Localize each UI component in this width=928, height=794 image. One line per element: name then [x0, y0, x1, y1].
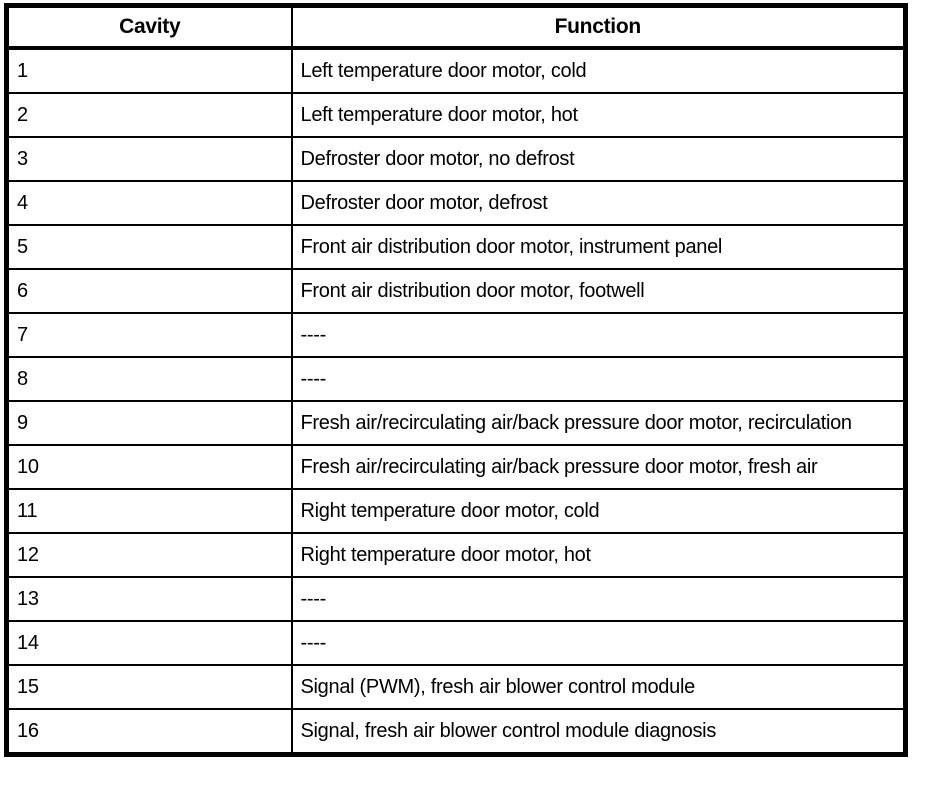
table-body	[7, 48, 906, 755]
function-cell: Front air distribution door motor, footwell	[292, 269, 906, 313]
function-cell: Right temperature door motor, hot	[292, 533, 906, 577]
function-cell: Fresh air/recirculating air/back pressure door motor, recirculation	[292, 401, 906, 445]
cavity-cell: 10	[7, 445, 292, 489]
table-row	[7, 357, 906, 401]
table-row	[7, 621, 906, 665]
function-cell: Signal (PWM), fresh air blower control module	[292, 665, 906, 709]
cavity-cell: 16	[7, 709, 292, 755]
table-row	[7, 533, 906, 577]
function-cell: Fresh air/recirculating air/back pressure door motor, fresh air	[292, 445, 906, 489]
function-cell: Front air distribution door motor, instrument panel	[292, 225, 906, 269]
cavity-cell: 6	[7, 269, 292, 313]
cavity-cell: 7	[7, 313, 292, 357]
table-row	[7, 48, 906, 93]
cavity-function-table	[4, 3, 908, 757]
cavity-cell: 5	[7, 225, 292, 269]
table-row	[7, 137, 906, 181]
function-cell: Defroster door motor, no defrost	[292, 137, 906, 181]
function-cell: Left temperature door motor, cold	[292, 48, 906, 93]
table-row	[7, 401, 906, 445]
cavity-cell: 3	[7, 137, 292, 181]
header-row	[7, 6, 906, 49]
cavity-cell: 12	[7, 533, 292, 577]
cavity-cell: 13	[7, 577, 292, 621]
function-cell: Right temperature door motor, cold	[292, 489, 906, 533]
function-cell: ----	[292, 313, 906, 357]
function-cell: Signal, fresh air blower control module diagnosis	[292, 709, 906, 755]
cavity-cell: 9	[7, 401, 292, 445]
cavity-cell: 4	[7, 181, 292, 225]
function-cell: ----	[292, 621, 906, 665]
table-row	[7, 489, 906, 533]
table-row	[7, 709, 906, 755]
table-row	[7, 93, 906, 137]
function-cell: ----	[292, 357, 906, 401]
table-row	[7, 313, 906, 357]
table-row	[7, 445, 906, 489]
cavity-cell: 11	[7, 489, 292, 533]
table-row	[7, 269, 906, 313]
cavity-cell: 2	[7, 93, 292, 137]
cavity-cell: 14	[7, 621, 292, 665]
column-header-function: Function	[292, 6, 906, 49]
cavity-cell: 8	[7, 357, 292, 401]
cavity-cell: 15	[7, 665, 292, 709]
table-row	[7, 225, 906, 269]
table-row	[7, 181, 906, 225]
function-cell: Left temperature door motor, hot	[292, 93, 906, 137]
table-row	[7, 577, 906, 621]
function-cell: Defroster door motor, defrost	[292, 181, 906, 225]
table-header	[7, 6, 906, 49]
table-row	[7, 665, 906, 709]
column-header-cavity: Cavity	[7, 6, 292, 49]
cavity-cell: 1	[7, 48, 292, 93]
function-cell: ----	[292, 577, 906, 621]
